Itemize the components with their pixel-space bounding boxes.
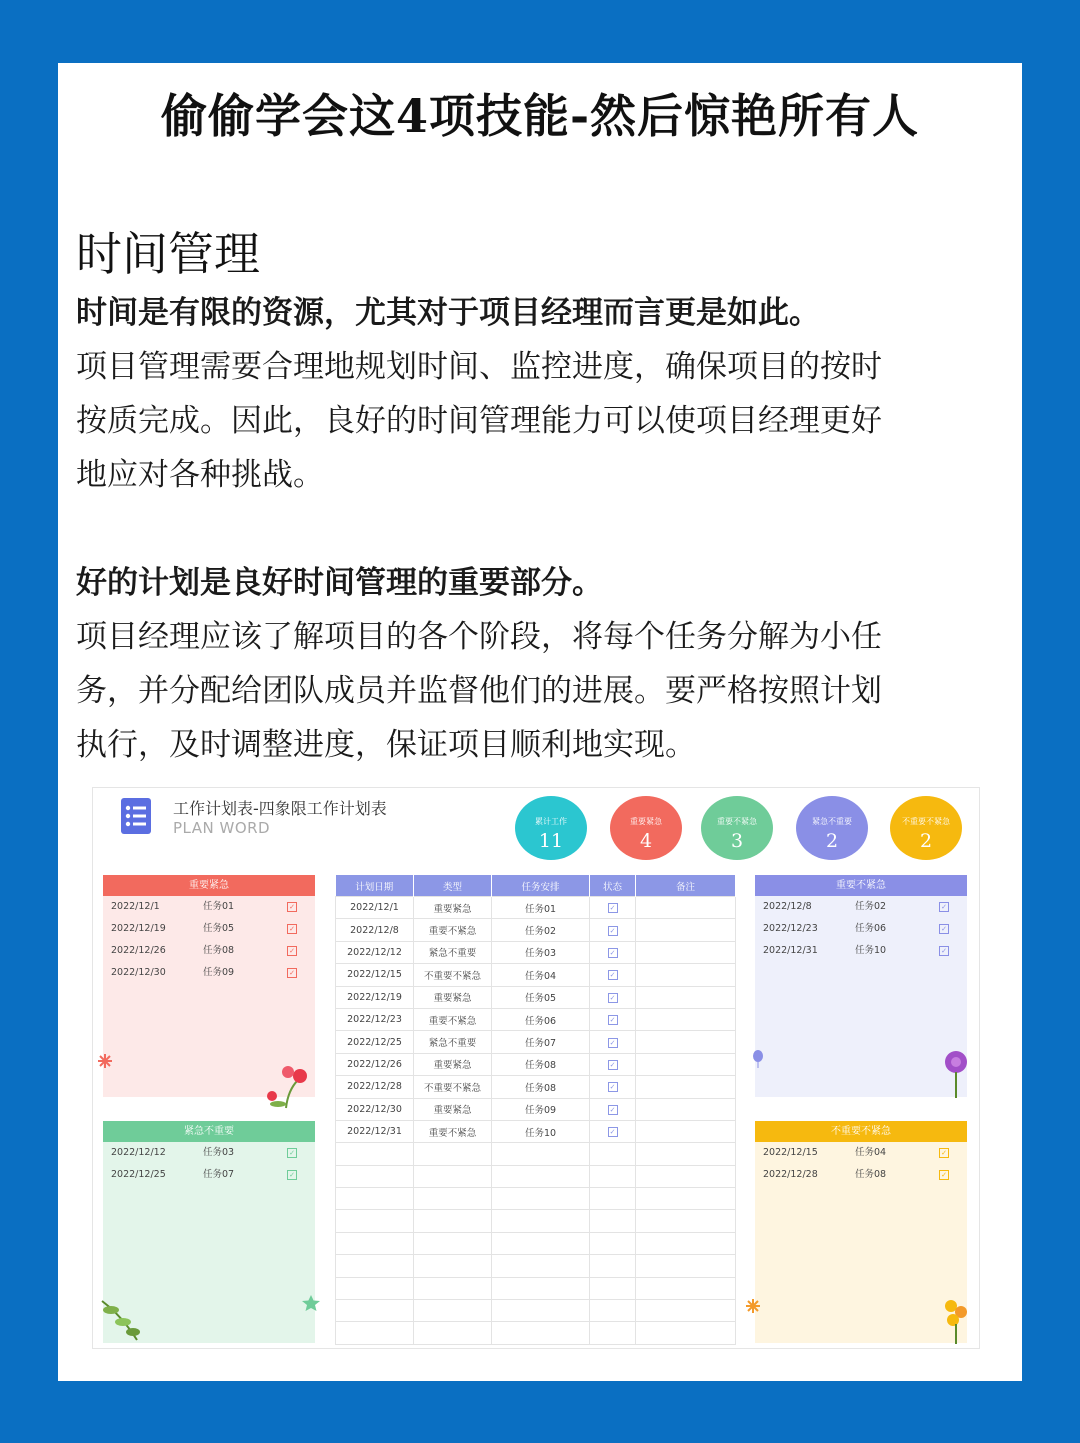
- table-cell: 任务04: [492, 964, 590, 986]
- checkbox-icon[interactable]: ✓: [939, 902, 949, 912]
- stat-value: 11: [538, 830, 564, 852]
- table-cell: 不重要不紧急: [414, 1076, 492, 1098]
- table-cell[interactable]: [492, 1143, 590, 1165]
- note-cell[interactable]: [636, 986, 736, 1008]
- table-cell: 2022/12/25: [336, 1031, 414, 1053]
- panel-row: [755, 940, 967, 962]
- stat-value: 3: [730, 830, 744, 852]
- checkbox-icon[interactable]: ✓: [608, 1127, 618, 1137]
- table-cell[interactable]: [636, 1300, 736, 1322]
- stat-value: 2: [825, 830, 839, 852]
- sheet-subtitle: PLAN WORD: [173, 819, 271, 837]
- status-cell: [590, 1053, 636, 1075]
- row-task: 任务04: [855, 1147, 887, 1158]
- note-cell[interactable]: [636, 1076, 736, 1098]
- table-cell[interactable]: [590, 1322, 636, 1344]
- row-task: 任务02: [855, 901, 887, 912]
- stat-circle: [515, 796, 587, 860]
- checkbox-icon[interactable]: ✓: [287, 946, 297, 956]
- status-cell: [590, 986, 636, 1008]
- checkbox-icon[interactable]: ✓: [608, 993, 618, 1003]
- stat-label: 重要不紧急: [717, 817, 757, 826]
- table-cell[interactable]: [336, 1210, 414, 1232]
- checkbox-icon[interactable]: ✓: [608, 948, 618, 958]
- panel-row: [755, 1164, 967, 1186]
- table-row: [336, 1053, 736, 1075]
- row-date: 2022/12/30: [111, 967, 166, 978]
- star-decoration-icon: [301, 1294, 321, 1312]
- status-cell: [590, 1031, 636, 1053]
- table-cell: 重要不紧急: [414, 1008, 492, 1030]
- table-cell[interactable]: [590, 1232, 636, 1254]
- table-cell[interactable]: [590, 1255, 636, 1277]
- table-cell[interactable]: [492, 1210, 590, 1232]
- checkbox-icon[interactable]: ✓: [939, 924, 949, 934]
- table-cell: 2022/12/19: [336, 986, 414, 1008]
- paragraph-2-lead: 好的计划是良好时间管理的重要部分。: [76, 565, 603, 601]
- table-cell[interactable]: [414, 1188, 492, 1210]
- row-task: 任务01: [203, 901, 235, 912]
- note-cell[interactable]: [636, 897, 736, 919]
- table-cell[interactable]: [492, 1165, 590, 1187]
- empty-table-row: [336, 1143, 736, 1165]
- status-cell: [590, 897, 636, 919]
- panel-row: [103, 1164, 315, 1186]
- table-cell[interactable]: [336, 1322, 414, 1344]
- stat-value: 2: [919, 830, 933, 852]
- table-cell[interactable]: [636, 1232, 736, 1254]
- table-cell[interactable]: [590, 1277, 636, 1299]
- table-cell[interactable]: [414, 1165, 492, 1187]
- status-cell: [590, 941, 636, 963]
- table-cell[interactable]: [492, 1300, 590, 1322]
- orange-asterisk-decoration-icon: [745, 1298, 761, 1314]
- row-task: 任务05: [203, 923, 235, 934]
- paragraph-2-line-1: 项目经理应该了解项目的各个阶段，将每个任务分解为小任: [76, 619, 882, 655]
- table-cell[interactable]: [414, 1300, 492, 1322]
- table-cell: 重要不紧急: [414, 919, 492, 941]
- stat-circle: [610, 796, 682, 860]
- note-cell[interactable]: [636, 1031, 736, 1053]
- table-cell: 任务08: [492, 1076, 590, 1098]
- balloon-decoration-icon: [751, 1050, 765, 1068]
- panel-row: [755, 918, 967, 940]
- table-row: [336, 986, 736, 1008]
- stat-label: 累计工作: [535, 817, 567, 826]
- panel-row: [103, 940, 315, 962]
- row-date: 2022/12/12: [111, 1147, 166, 1158]
- table-cell[interactable]: [336, 1165, 414, 1187]
- table-cell[interactable]: [492, 1277, 590, 1299]
- row-task: 任务06: [855, 923, 887, 934]
- checkbox-icon[interactable]: ✓: [608, 903, 618, 913]
- row-task: 任务03: [203, 1147, 235, 1158]
- table-cell[interactable]: [336, 1300, 414, 1322]
- table-row: [336, 964, 736, 986]
- stat-circle: [796, 796, 868, 860]
- table-cell: 任务01: [492, 897, 590, 919]
- empty-table-row: [336, 1210, 736, 1232]
- table-cell[interactable]: [590, 1210, 636, 1232]
- status-cell: [590, 964, 636, 986]
- table-cell[interactable]: [414, 1255, 492, 1277]
- table-cell: 2022/12/23: [336, 1008, 414, 1030]
- panel-row: [103, 1142, 315, 1164]
- checkbox-icon[interactable]: ✓: [287, 1170, 297, 1180]
- table-row: [336, 941, 736, 963]
- table-cell: 2022/12/31: [336, 1120, 414, 1142]
- table-cell: 不重要不紧急: [414, 964, 492, 986]
- empty-table-row: [336, 1232, 736, 1254]
- table-cell[interactable]: [636, 1143, 736, 1165]
- checkbox-icon[interactable]: ✓: [287, 902, 297, 912]
- asterisk-decoration-icon: [97, 1053, 113, 1069]
- table-row: [336, 1076, 736, 1098]
- leaf-decoration-icon: [97, 1296, 147, 1342]
- purple-flower-decoration-icon: [938, 1048, 974, 1098]
- plan-sheet: [92, 787, 980, 1349]
- table-cell[interactable]: [636, 1255, 736, 1277]
- stat-label: 重要紧急: [630, 817, 662, 826]
- row-task: 任务10: [855, 945, 887, 956]
- table-row: [336, 897, 736, 919]
- row-task: 任务07: [203, 1169, 235, 1180]
- stat-circle: [701, 796, 773, 860]
- row-date: 2022/12/8: [763, 901, 812, 912]
- note-cell[interactable]: [636, 941, 736, 963]
- empty-table-row: [336, 1165, 736, 1187]
- table-cell: 2022/12/8: [336, 919, 414, 941]
- flower-decoration-icon: [258, 1060, 314, 1110]
- checkbox-icon[interactable]: ✓: [939, 1148, 949, 1158]
- row-date: 2022/12/1: [111, 901, 160, 912]
- row-task: 任务08: [855, 1169, 887, 1180]
- table-row: [336, 1120, 736, 1142]
- stat-circle: [890, 796, 962, 860]
- table-header: 状态: [590, 875, 636, 897]
- note-cell[interactable]: [636, 1120, 736, 1142]
- panel-title: 不重要不紧急: [755, 1121, 967, 1142]
- table-cell[interactable]: [492, 1188, 590, 1210]
- empty-table-row: [336, 1255, 736, 1277]
- stat-value: 4: [639, 830, 653, 852]
- panel-not-important-not-urgent: [755, 1121, 967, 1343]
- checkbox-icon[interactable]: ✓: [608, 1105, 618, 1115]
- panel-important-not-urgent: [755, 875, 967, 1097]
- note-cell[interactable]: [636, 1053, 736, 1075]
- status-cell: [590, 919, 636, 941]
- checkbox-icon[interactable]: ✓: [608, 970, 618, 980]
- row-date: 2022/12/19: [111, 923, 166, 934]
- row-date: 2022/12/25: [111, 1169, 166, 1180]
- table-cell[interactable]: [414, 1277, 492, 1299]
- table-cell: 重要不紧急: [414, 1120, 492, 1142]
- table-cell: 2022/12/26: [336, 1053, 414, 1075]
- table-cell: 任务06: [492, 1008, 590, 1030]
- table-cell: 2022/12/28: [336, 1076, 414, 1098]
- note-cell[interactable]: [636, 1098, 736, 1120]
- table-cell[interactable]: [414, 1143, 492, 1165]
- yellow-flower-decoration-icon: [941, 1296, 971, 1344]
- table-cell[interactable]: [336, 1143, 414, 1165]
- table-cell: 紧急不重要: [414, 1031, 492, 1053]
- table-cell[interactable]: [590, 1143, 636, 1165]
- table-cell: 任务09: [492, 1098, 590, 1120]
- status-cell: [590, 1098, 636, 1120]
- status-cell: [590, 1076, 636, 1098]
- note-cell[interactable]: [636, 919, 736, 941]
- table-cell[interactable]: [492, 1232, 590, 1254]
- panel-row: [103, 896, 315, 918]
- table-cell[interactable]: [336, 1232, 414, 1254]
- table-cell: 重要紧急: [414, 897, 492, 919]
- table-cell: 重要紧急: [414, 1053, 492, 1075]
- table-cell[interactable]: [636, 1322, 736, 1344]
- table-cell[interactable]: [636, 1210, 736, 1232]
- table-cell[interactable]: [636, 1277, 736, 1299]
- paragraph-1-line-3: 地应对各种挑战。: [76, 457, 324, 493]
- table-cell[interactable]: [492, 1322, 590, 1344]
- table-cell: 紧急不重要: [414, 941, 492, 963]
- checkbox-icon[interactable]: ✓: [287, 1148, 297, 1158]
- table-header: 类型: [414, 875, 492, 897]
- table-header: 计划日期: [336, 875, 414, 897]
- panel-title: 紧急不重要: [103, 1121, 315, 1142]
- checkbox-icon[interactable]: ✓: [287, 924, 297, 934]
- list-icon: [121, 798, 151, 834]
- panel-row: [103, 918, 315, 940]
- table-cell: 2022/12/30: [336, 1098, 414, 1120]
- row-task: 任务09: [203, 967, 235, 978]
- table-cell: 任务05: [492, 986, 590, 1008]
- panel-title: 重要紧急: [103, 875, 315, 896]
- table-cell: 任务08: [492, 1053, 590, 1075]
- stat-label: 不重要不紧急: [902, 817, 950, 826]
- table-row: [336, 919, 736, 941]
- table-cell: 重要紧急: [414, 986, 492, 1008]
- table-cell: 任务10: [492, 1120, 590, 1142]
- table-cell: 2022/12/12: [336, 941, 414, 963]
- table-cell[interactable]: [336, 1255, 414, 1277]
- row-date: 2022/12/15: [763, 1147, 818, 1158]
- table-cell[interactable]: [590, 1165, 636, 1187]
- table-row: [336, 1031, 736, 1053]
- table-cell: 2022/12/15: [336, 964, 414, 986]
- row-date: 2022/12/31: [763, 945, 818, 956]
- table-cell: 2022/12/1: [336, 897, 414, 919]
- table-cell: 任务03: [492, 941, 590, 963]
- table-cell[interactable]: [590, 1188, 636, 1210]
- sheet-title: 工作计划表-四象限工作计划表: [173, 799, 387, 818]
- table-header: 任务安排: [492, 875, 590, 897]
- table-header: 备注: [636, 875, 736, 897]
- paragraph-1-line-1: 项目管理需要合理地规划时间、监控进度，确保项目的按时: [76, 349, 882, 385]
- empty-table-row: [336, 1277, 736, 1299]
- table-cell[interactable]: [414, 1210, 492, 1232]
- empty-table-row: [336, 1322, 736, 1344]
- paragraph-2-line-2: 务，并分配给团队成员并监督他们的进展。要严格按照计划: [76, 673, 882, 709]
- checkbox-icon[interactable]: ✓: [608, 1038, 618, 1048]
- note-cell[interactable]: [636, 964, 736, 986]
- panel-title: 重要不紧急: [755, 875, 967, 896]
- table-cell: 重要紧急: [414, 1098, 492, 1120]
- paragraph-1-lead: 时间是有限的资源，尤其对于项目经理而言更是如此。: [76, 295, 820, 331]
- table-row: [336, 1008, 736, 1030]
- table-cell[interactable]: [336, 1188, 414, 1210]
- stat-label: 紧急不重要: [812, 817, 852, 826]
- empty-table-row: [336, 1188, 736, 1210]
- table-cell: 任务07: [492, 1031, 590, 1053]
- row-task: 任务08: [203, 945, 235, 956]
- table-cell[interactable]: [636, 1188, 736, 1210]
- row-date: 2022/12/28: [763, 1169, 818, 1180]
- checkbox-icon[interactable]: ✓: [939, 1170, 949, 1180]
- status-cell: [590, 1120, 636, 1142]
- paragraph-2-line-3: 执行，及时调整进度，保证项目顺利地实现。: [76, 727, 696, 763]
- checkbox-icon[interactable]: ✓: [608, 1060, 618, 1070]
- checkbox-icon[interactable]: ✓: [608, 926, 618, 936]
- empty-table-row: [336, 1300, 736, 1322]
- table-cell[interactable]: [414, 1232, 492, 1254]
- table-cell[interactable]: [414, 1322, 492, 1344]
- page-title: 偷偷学会这4项技能-然后惊艳所有人: [160, 89, 920, 143]
- table-cell[interactable]: [636, 1165, 736, 1187]
- table-row: [336, 1098, 736, 1120]
- plan-table: [335, 875, 736, 1345]
- table-cell[interactable]: [336, 1277, 414, 1299]
- row-date: 2022/12/23: [763, 923, 818, 934]
- table-cell[interactable]: [492, 1255, 590, 1277]
- checkbox-icon[interactable]: ✓: [939, 946, 949, 956]
- table-cell: 任务02: [492, 919, 590, 941]
- table-cell[interactable]: [590, 1300, 636, 1322]
- checkbox-icon[interactable]: ✓: [287, 968, 297, 978]
- note-cell[interactable]: [636, 1008, 736, 1030]
- status-cell: [590, 1008, 636, 1030]
- checkbox-icon[interactable]: ✓: [608, 1015, 618, 1025]
- row-date: 2022/12/26: [111, 945, 166, 956]
- paragraph-1-line-2: 按质完成。因此，良好的时间管理能力可以使项目经理更好: [76, 403, 882, 439]
- checkbox-icon[interactable]: ✓: [608, 1082, 618, 1092]
- panel-row: [103, 962, 315, 984]
- panel-row: [755, 1142, 967, 1164]
- panel-row: [755, 896, 967, 918]
- section-title: 时间管理: [76, 227, 260, 281]
